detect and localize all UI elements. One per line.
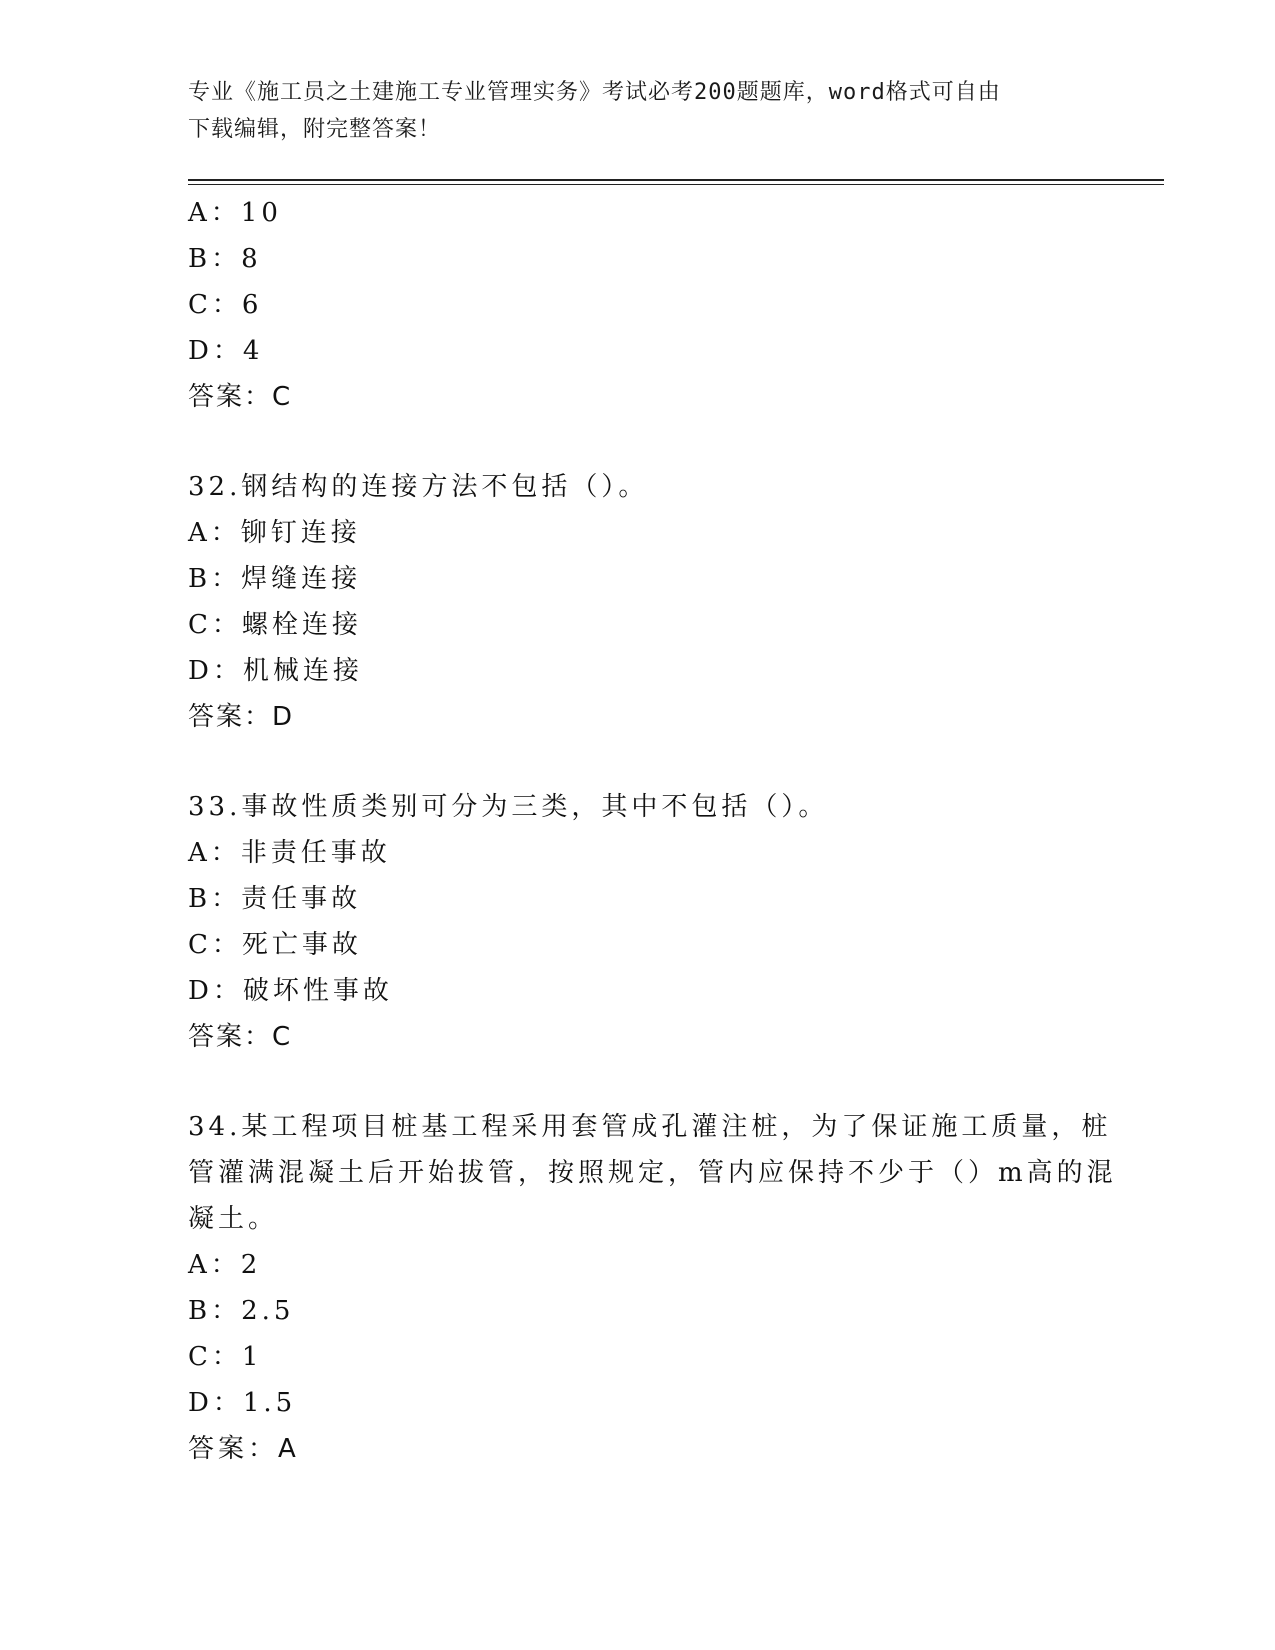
answer-line: 答案：C [188,382,293,412]
option-d: D：1.5 [188,1388,297,1418]
option-c: C：1 [188,1342,263,1372]
option-a: A：铆钉连接 [188,518,361,548]
option-b: B：焊缝连接 [188,564,362,594]
option-d: D：4 [188,336,264,366]
answer-line: 答案：A [188,1434,300,1464]
question-34 [188,1104,1117,1472]
header-divider-thick [188,179,1164,181]
question-content [188,190,1117,1472]
document-header [188,74,1088,148]
question-stem-line-1: 34.某工程项目桩基工程采用套管成孔灌注桩，为了保证施工质量，桩 [188,1112,1112,1142]
header-line-2: 下载编辑，附完整答案！ [188,117,442,142]
option-a: A：非责任事故 [188,838,391,868]
option-b: B：8 [188,244,262,274]
question-31 [188,190,1088,420]
answer-line: 答案：D [188,702,295,732]
header-divider-thin [188,184,1164,185]
question-stem: 32.钢结构的连接方法不包括（）。 [188,472,649,502]
question-stem-line-2: 管灌满混凝土后开始拔管，按照规定，管内应保持不少于（）m高的混 [188,1158,1117,1188]
header-line-1: 专业《施工员之土建施工专业管理实务》考试必考200题题库，word格式可自由 [188,80,1001,105]
option-d: D：破坏性事故 [188,976,393,1006]
question-32 [188,464,1088,740]
question-33 [188,784,1088,1060]
question-spacer [188,1060,1088,1104]
question-spacer [188,740,1088,784]
question-stem: 33.事故性质类别可分为三类，其中不包括（）。 [188,792,829,822]
option-d: D：机械连接 [188,656,363,686]
question-spacer [188,420,1088,464]
option-c: C：死亡事故 [188,930,362,960]
option-a: A：10 [188,198,282,228]
answer-line: 答案：C [188,1022,293,1052]
option-a: A：2 [188,1250,262,1280]
option-b: B：责任事故 [188,884,362,914]
question-stem-line-3: 凝土。 [188,1204,279,1234]
option-c: C：6 [188,290,263,320]
option-c: C：螺栓连接 [188,610,362,640]
option-b: B：2.5 [188,1296,295,1326]
